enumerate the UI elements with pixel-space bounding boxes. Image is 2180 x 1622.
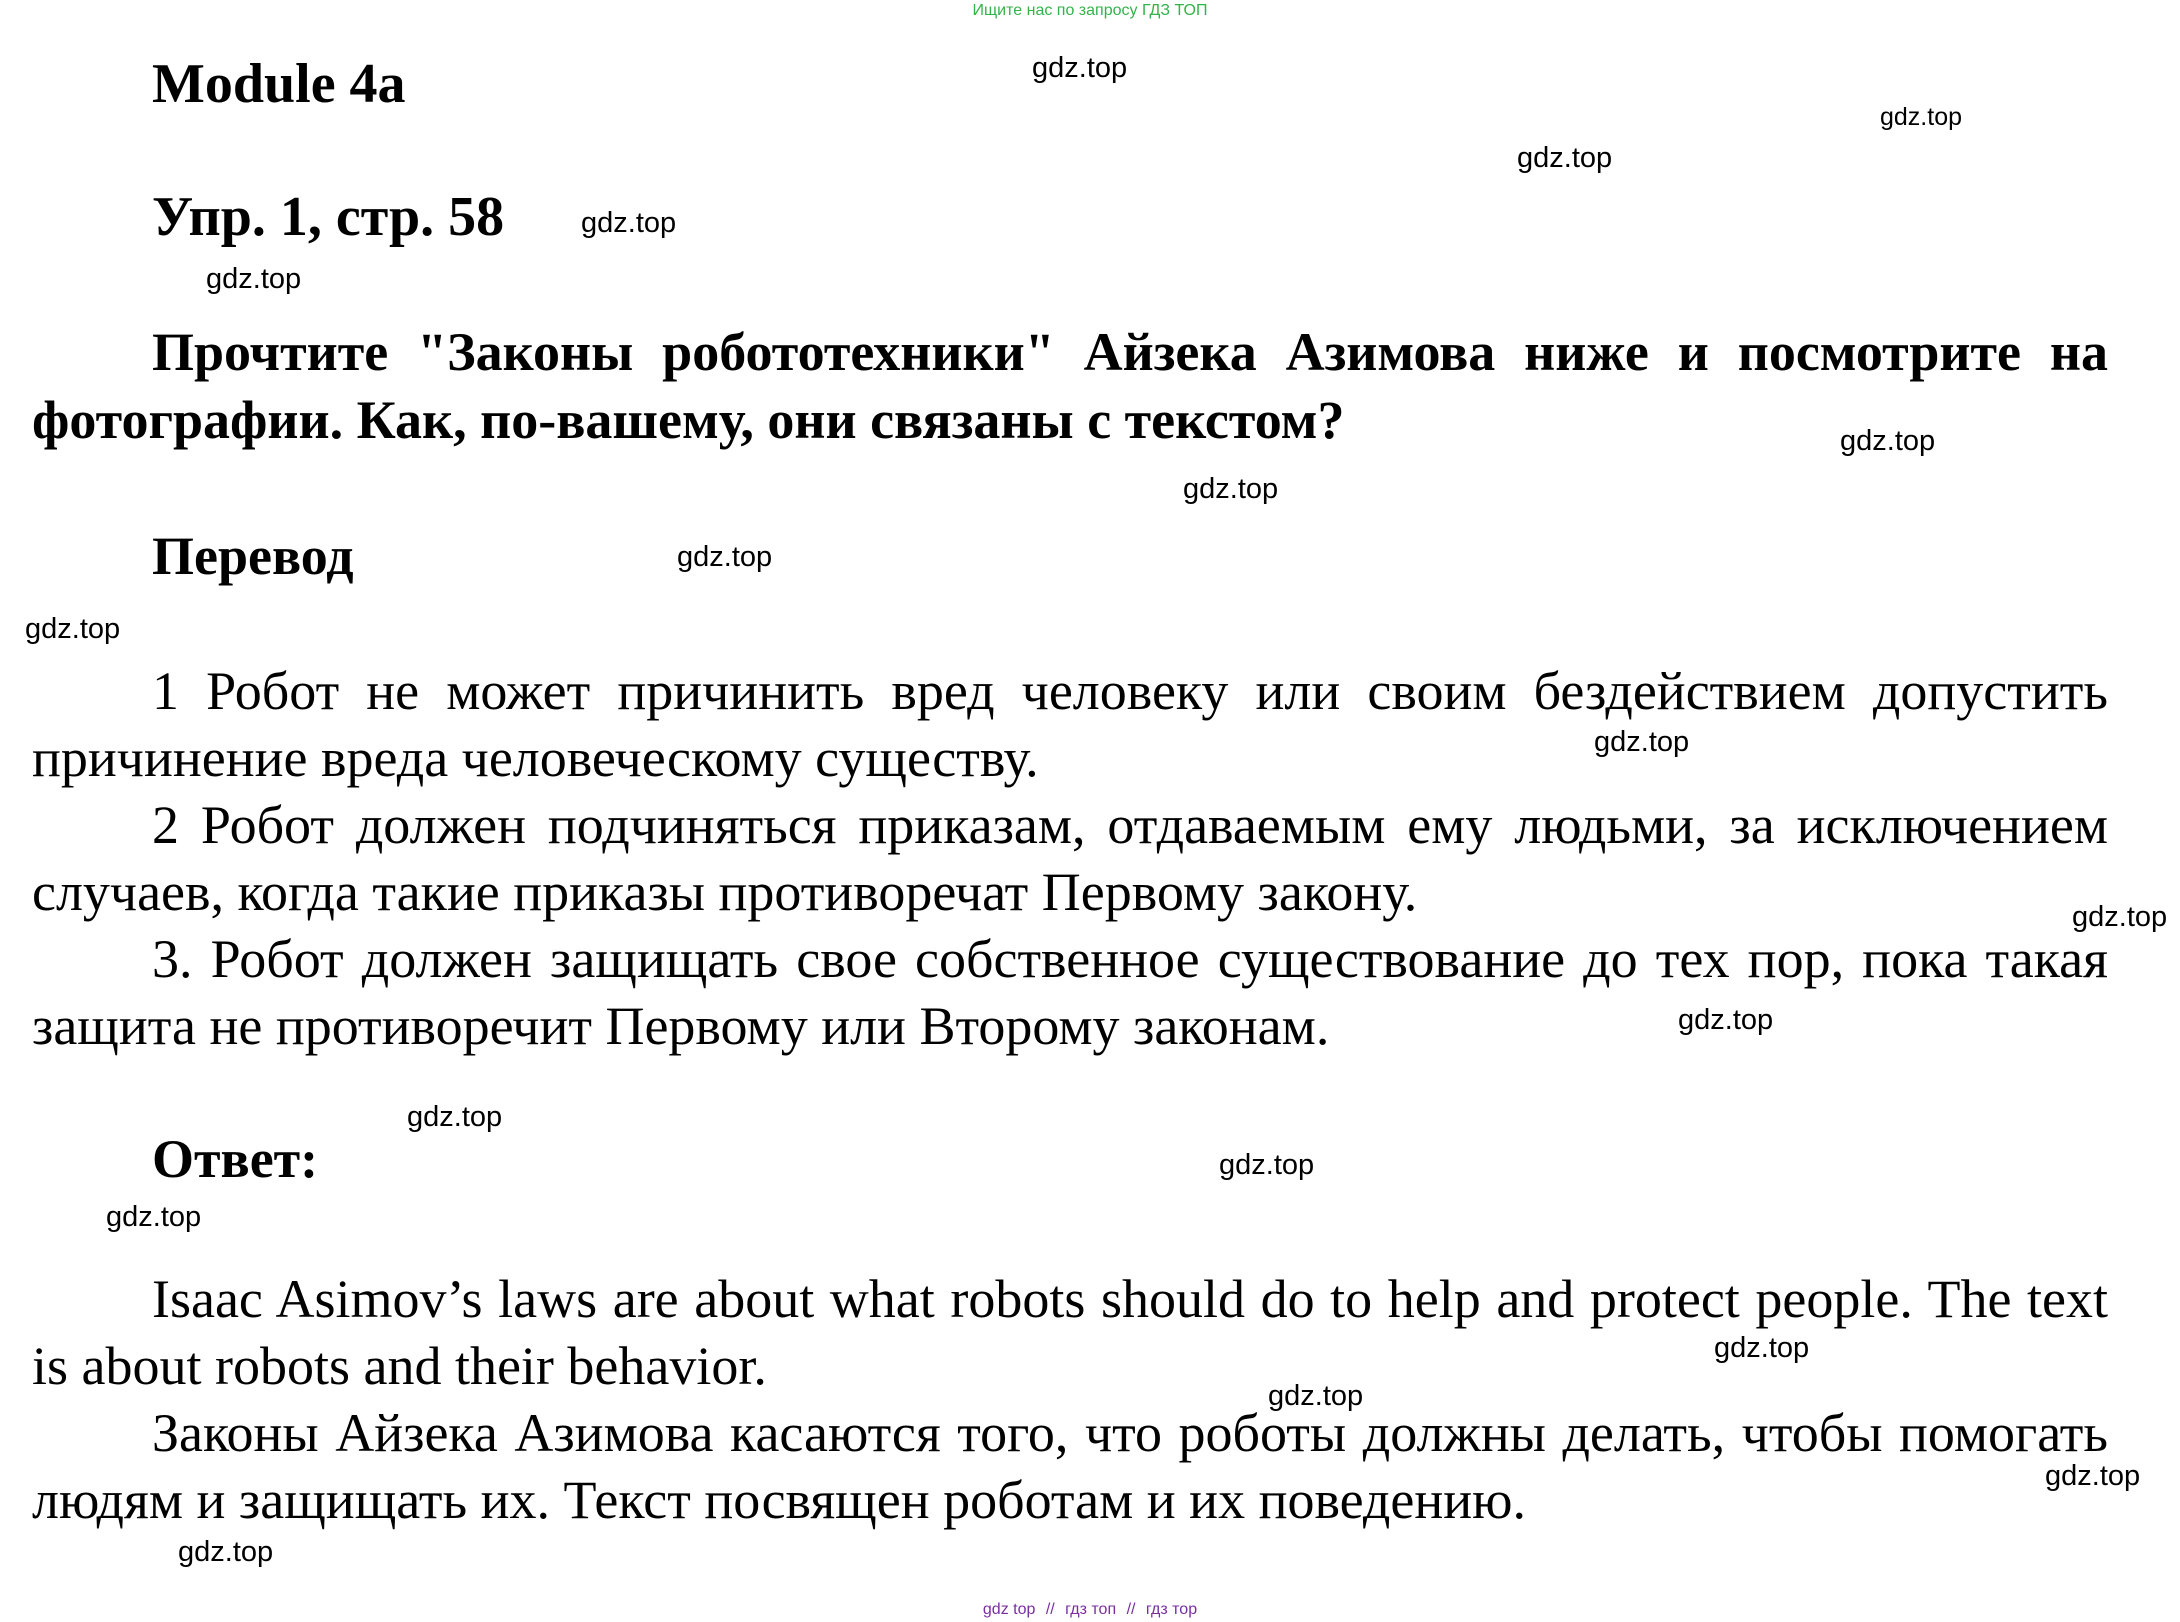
- watermark: gdz.top: [677, 541, 773, 573]
- bottom-banner-part: гдз топ: [1065, 1601, 1117, 1618]
- watermark: gdz.top: [1268, 1380, 1364, 1412]
- watermark: gdz.top: [1714, 1332, 1810, 1364]
- answer-heading: Ответ:: [152, 1129, 319, 1189]
- answer-english: Isaac Asimov’s laws are about what robots should do to help and protect people. The text is about robots and their behavior.: [32, 1269, 2108, 1396]
- watermark: gdz.top: [2072, 901, 2168, 933]
- top-banner: Ищите нас по запросу ГДЗ ТОП: [972, 2, 1208, 19]
- law-1: 1 Робот не может причинить вред человеку или своим бездействием допустить причинение вреда человеческому существу.: [32, 661, 2108, 788]
- translation-heading: Перевод: [152, 526, 354, 586]
- answer-section: [32, 1266, 2108, 1534]
- watermark: gdz.top: [178, 1536, 274, 1568]
- watermark: gdz.top: [2045, 1460, 2141, 1492]
- law-3: 3. Робот должен защищать свое собственное существование до тех пор, пока такая защита не противоречит Первому или Второму законам.: [32, 929, 2108, 1056]
- exercise-title: Упр. 1, стр. 58: [152, 186, 505, 248]
- watermark: gdz.top: [25, 613, 121, 645]
- watermark: gdz.top: [1219, 1149, 1315, 1181]
- watermark: gdz.top: [206, 263, 302, 295]
- watermark: gdz.top: [1517, 142, 1613, 174]
- watermark: gdz.top: [1183, 473, 1279, 505]
- laws-list: [32, 658, 2108, 1060]
- bottom-banner-part: gdz top: [982, 1601, 1036, 1618]
- bottom-banner-separator: //: [1126, 1601, 1136, 1618]
- task-text: Прочтите "Законы робототехники" Айзека Азимова ниже и посмотрите на фотографии. Как, по-вашему, они связаны с текстом?: [32, 322, 2108, 450]
- watermark: gdz.top: [407, 1101, 503, 1133]
- bottom-banner: [0, 1601, 2180, 1619]
- bottom-banner-separator: //: [1045, 1601, 1055, 1618]
- watermark: gdz.top: [106, 1201, 202, 1233]
- watermark: gdz.top: [1032, 52, 1128, 84]
- law-2: 2 Робот должен подчиняться приказам, отдаваемым ему людьми, за исключением случаев, когда такие приказы противоречат Первому закону.: [32, 795, 2108, 922]
- answer-russian: Законы Айзека Азимова касаются того, что роботы должны делать, чтобы помогать людям и защищать их. Текст посвящен роботам и их поведению.: [32, 1403, 2108, 1530]
- watermark: gdz.top: [1678, 1004, 1774, 1036]
- watermark: gdz.top: [1594, 726, 1690, 758]
- bottom-banner-part: гдз тор: [1145, 1601, 1198, 1618]
- module-title: Module 4a: [152, 53, 406, 115]
- watermark: gdz.top: [1840, 425, 1936, 457]
- watermark: gdz.top: [581, 207, 677, 239]
- task-instruction: [32, 318, 2108, 454]
- watermark: gdz.top: [1880, 103, 1963, 131]
